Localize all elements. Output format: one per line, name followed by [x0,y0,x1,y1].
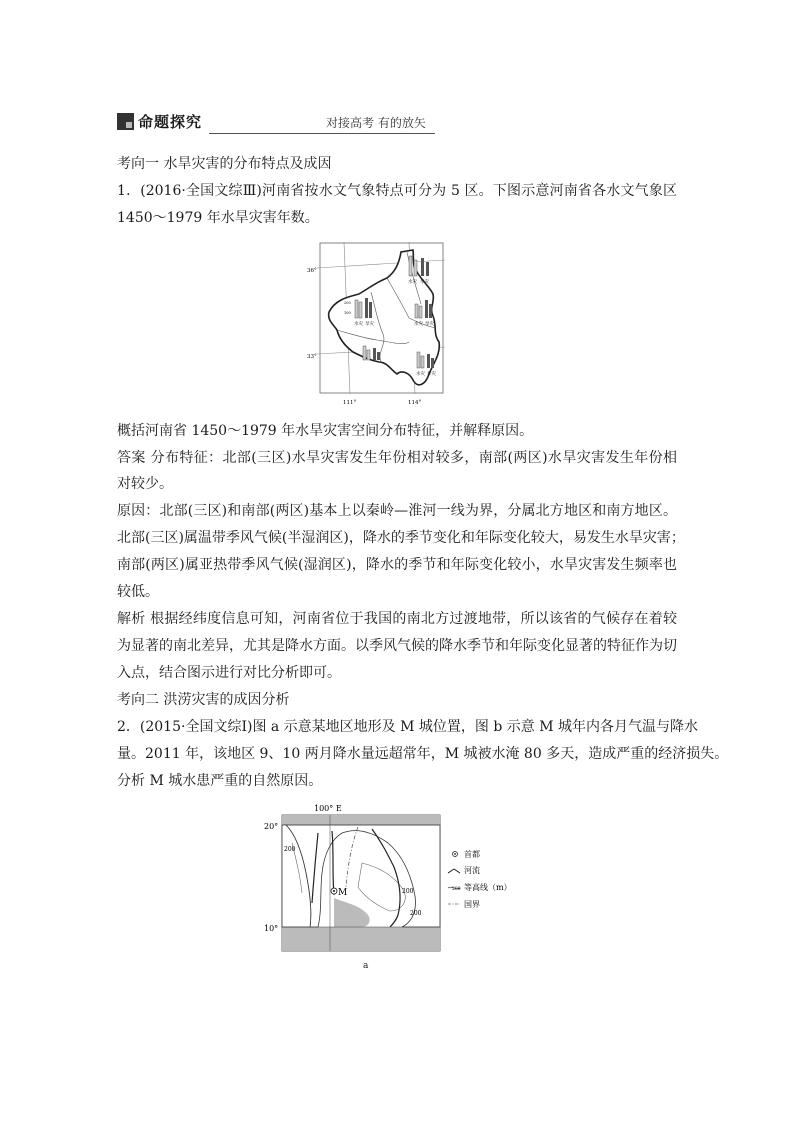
question-1-text-cont: 1450～1979 年水旱灾害年数。 [117,210,319,226]
tick-label-200: 200 [344,301,351,305]
bar-label-drought: 旱灾 [427,372,436,377]
bar-label-drought: 旱灾 [420,280,429,285]
reason-text: 原因：北部(三区)和南部(两区)基本上以秦岭—淮河一线为界，分属北方地区和南方地区。 [117,503,677,519]
henan-disaster-map [307,242,445,410]
figure-a [262,803,512,973]
question-2-text-cont-1: 量。2011 年，该地区 9、10 两月降水量远超常年，M 城被水淹 80 多天，造成严重的经济损失。 [117,746,729,762]
lon-label-114: 114° [408,400,422,406]
legend-contour: 等高线（m） [464,883,512,892]
river-icon [448,869,460,873]
heading-topic-2: 考向二 洪涝灾害的成因分析 [117,692,290,708]
legend-border: 国界 [464,900,480,909]
city-label-m: M [338,888,348,898]
map-legend [448,849,512,909]
question-2-text: 2．(2015·全国文综Ⅰ)图 a 示意某地区地形及 M 城位置，图 b 示意 M 城年内各月气温与降水 [117,719,699,735]
section-subtitle: 对接高考 有的放矢 [326,116,426,130]
answer-text: 答案 分布特征：北部(三区)水旱灾害发生年份相对较多，南部(两区)水旱灾害发生年份相 [117,450,677,466]
contour-label: 200 [402,888,414,895]
section-header [117,108,435,136]
analysis-text: 解析 根据经纬度信息可知，河南省位于我国的南北方过渡地带，所以该省的气候存在着较 [117,611,677,627]
mainland-se-asia-map [262,803,512,961]
lon-label-100e: 100° E [314,804,342,813]
section-icon [117,113,134,130]
header-rule [209,133,435,134]
lat-label-36: 36° [307,268,317,274]
question-1-prompt: 概括河南省 1450～1979 年水旱灾害空间分布特征，并解释原因。 [117,423,534,439]
reason-text-cont-1: 北部(三区)属温带季风气候(半湿润区)，降水的季节变化和年际变化较大，易发生水旱灾害； [117,530,685,546]
bar-label-flood: 水灾 [354,322,363,327]
reason-text-cont-3: 较低。 [117,584,159,600]
lon-label-111: 111° [343,400,357,406]
figure-sublabel: a [363,961,369,971]
analysis-text-cont-1: 为显著的南北差异，尤其是降水方面。以季风气候的降水季节和年际变化显著的特征作为切 [117,638,677,654]
question-2-text-cont-2: 分析 M 城水患严重的自然原因。 [117,773,323,789]
legend-capital: 首都 [464,850,480,859]
legend-river: 河流 [464,866,480,875]
heading-topic-1: 考向一 水旱灾害的分布特点及成因 [117,156,332,172]
legend-contour-value: 200 [452,887,461,892]
tick-label-100: 100 [344,311,351,315]
answer-text-cont: 对较少。 [117,476,173,492]
section-title: 命题探究 [138,113,203,131]
bar-label-flood: 水灾 [408,280,417,285]
analysis-text-cont-2: 入点，结合图示进行对比分析即可。 [117,665,341,681]
bar-label-flood: 水灾 [414,322,423,327]
bar-label-flood: 水灾 [416,372,425,377]
contour-label: 200 [284,846,296,853]
lat-label-10: 10° [264,924,279,933]
contour-label: 200 [410,910,422,917]
lat-label-33: 33° [307,354,317,360]
bar-label-drought: 旱灾 [425,322,434,327]
reason-text-cont-2: 南部(两区)属亚热带季风气候(湿润区)，降水的季节和年际变化较小，水旱灾害发生频率也 [117,557,677,573]
question-1-text: 1．(2016·全国文综Ⅲ)河南省按水文气象特点可分为 5 区。下图示意河南省各水文气象区 [117,183,677,199]
lat-label-20: 20° [264,822,279,831]
bar-label-drought: 旱灾 [365,322,374,327]
